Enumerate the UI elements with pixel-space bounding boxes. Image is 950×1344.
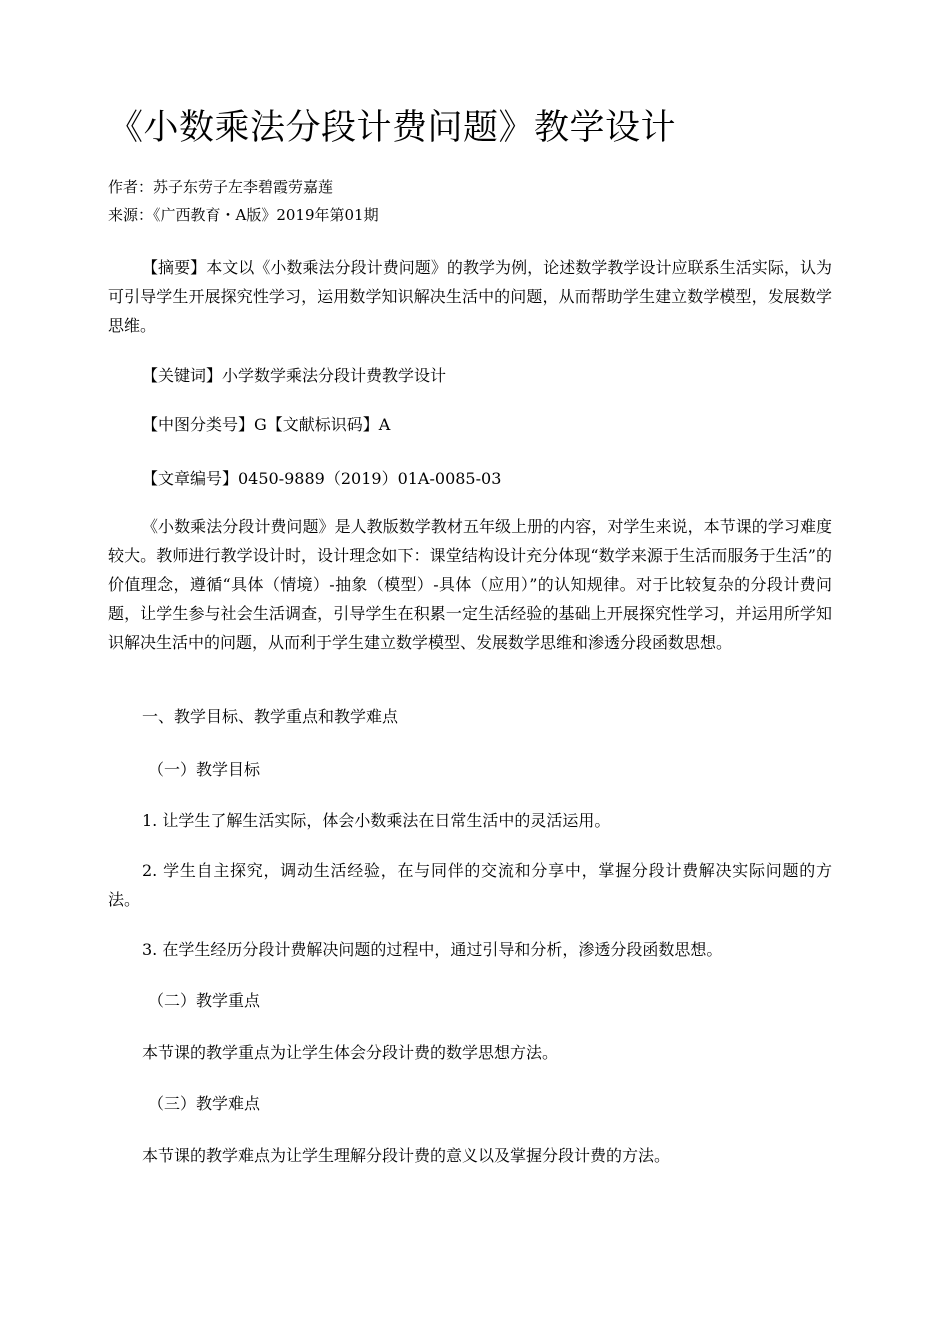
source-line: 来源：《广西教育・A版》2019年第01期	[108, 206, 379, 224]
document-title: 《小数乘法分段计费问题》教学设计	[108, 108, 677, 148]
author-line: 作者：苏子东劳子左李碧霞劳嘉莲	[108, 178, 334, 196]
section-heading: 一、教学目标、教学重点和教学难点	[142, 707, 399, 726]
difficulty-text: 本节课的教学难点为让学生理解分段计费的意义以及掌握分段计费的方法。	[142, 1146, 671, 1165]
goal-item-2: 2. 学生自主探究，调动生活经验，在与同伴的交流和分享中，掌握分段计费解决实际问题的方法。	[108, 861, 832, 909]
goal-item-1: 1. 让学生了解生活实际，体会小数乘法在日常生活中的灵活运用。	[142, 811, 611, 830]
focus-text: 本节课的教学重点为让学生体会分段计费的数学思想方法。	[142, 1043, 559, 1062]
keywords-line: 【关键词】小学数学乘法分段计费教学设计	[142, 366, 447, 385]
abstract-paragraph: 【摘要】本文以《小数乘法分段计费问题》的教学为例，论述数学教学设计应联系生活实际，认为可引导学生开展探究性学习，运用数学知识解决生活中的问题，从而帮助学生建立数学模型，发展数学思维。	[108, 258, 832, 335]
subsection-heading-focus: （二）教学重点	[148, 991, 261, 1010]
classification-line: 【中图分类号】G【文献标识码】A	[142, 415, 391, 434]
goal-item-3: 3. 在学生经历分段计费解决问题的过程中，通过引导和分析，渗透分段函数思想。	[142, 940, 723, 959]
intro-paragraph: 《小数乘法分段计费问题》是人教版数学教材五年级上册的内容，对学生来说，本节课的学习难度较大。教师进行教学设计时，设计理念如下：课堂结构设计充分体现“数学来源于生活而服务于生活”的价值理念，遵循“具体（情境）-抽象（模型）-具体（应用）”的认知规律。对于比较复杂的分段计费问题，让学生参与社会生活调查，引导学生在积累一定生活经验的基础上开展探究性学习，并运用所学知识解决生活中的问题，从而利于学生建立数学模型、发展数学思维和渗透分段函数思想。	[108, 517, 832, 652]
subsection-heading-goals: （一）教学目标	[148, 760, 261, 779]
article-number-line: 【文章编号】0450-9889（2019）01A-0085-03	[142, 469, 502, 488]
subsection-heading-difficulty: （三）教学难点	[148, 1094, 261, 1113]
